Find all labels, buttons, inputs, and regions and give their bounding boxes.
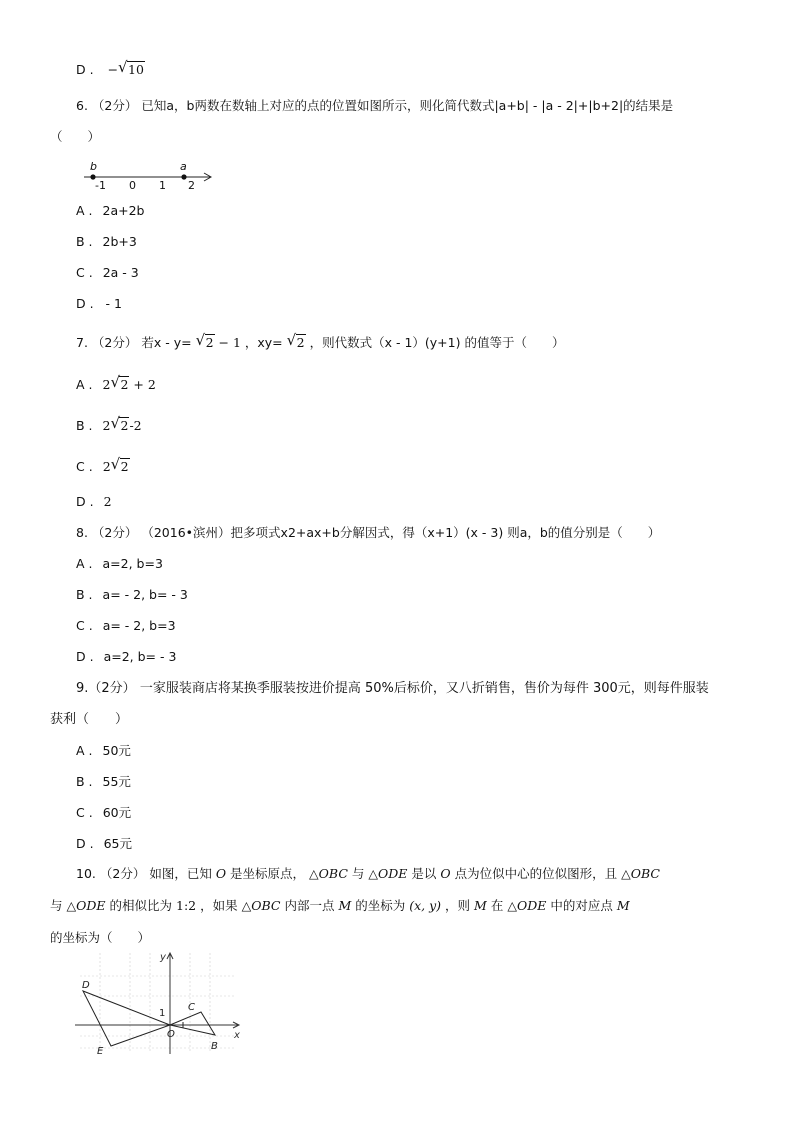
q8-option-d: D . a=2, b= - 3	[76, 649, 177, 664]
q7-option-a: A . 2 √ 2 + 2	[76, 373, 156, 392]
origin-label: O	[167, 1029, 175, 1040]
question-text: （2016•滨州）把多项式x2+ax+b分解因式，得（x+1）(x - 3) 则a，b的值分别是（ ）	[141, 525, 661, 540]
q6-option-c: C . 2a - 3	[76, 265, 139, 280]
q8-option-c: C . a= - 2, b=3	[76, 618, 176, 633]
y-label: y	[160, 952, 166, 963]
label-b: b	[90, 160, 97, 173]
q6-answer-paren: （ ）	[50, 129, 101, 144]
q8-option-a: A . a=2, b=3	[76, 556, 163, 571]
option-label: D .	[76, 62, 94, 77]
tick-label: 1	[159, 179, 166, 192]
q9-option-a: A . 50元	[76, 743, 131, 758]
question-text: 已知a，b两数在数轴上对应的点的位置如图所示，则化简代数式|a+b| - |a - 2|+|b+2|的结果是	[141, 98, 674, 113]
q9-stem-line2: 获利（ ）	[50, 712, 129, 727]
q6-option-a: A . 2a+2b	[76, 203, 145, 218]
sqrt-expression: √ 2	[195, 331, 214, 350]
point-a	[181, 174, 186, 179]
question-score: （2分）	[88, 681, 136, 696]
sqrt-expression: √ 10	[118, 58, 144, 77]
q6-option-b: B . 2b+3	[76, 234, 137, 249]
sqrt-expression: √ 2	[286, 331, 305, 350]
q9-option-c: C . 60元	[76, 805, 132, 820]
q10-stem-line3: 的坐标为（ ）	[50, 930, 151, 945]
q9-stem-line1	[76, 681, 709, 697]
q7-option-c: C . 2 √ 2	[76, 455, 129, 474]
question-number: 6.	[76, 98, 88, 113]
q9-option-b: B . 55元	[76, 774, 131, 789]
label-a: a	[180, 160, 187, 173]
question-text: 一家服装商店将某换季服装按进价提高 50%后标价，又八折销售，售价为每件 300元，则每件服装	[139, 681, 709, 696]
sqrt-expression: √ 2	[110, 414, 129, 433]
q8-option-b: B . a= - 2, b= - 3	[76, 587, 188, 602]
point-d-label: D	[82, 980, 90, 991]
question-number: 10.	[76, 866, 96, 881]
point-c-label: C	[188, 1002, 195, 1013]
q6-option-d: D . - 1	[76, 296, 122, 311]
q10-stem-line1: 10. （2分） 如图，已知 O 是坐标原点， △OBC 与 △ODE 是以 O 点为位似中心的位似图形，且 △OBC	[76, 866, 660, 881]
sqrt-expression: √ 2	[110, 455, 129, 474]
triangle-ode	[83, 991, 170, 1046]
q7-option-d: D . 2	[76, 494, 112, 509]
tick-label: 2	[188, 179, 195, 192]
question-number: 7.	[76, 335, 88, 350]
point-b-label: B	[211, 1041, 218, 1052]
tick-label: -1	[95, 179, 106, 192]
grid	[80, 953, 235, 1053]
unit-label: 1	[159, 1008, 166, 1019]
question-number: 8.	[76, 525, 88, 540]
q9-option-d: D . 65元	[76, 836, 132, 851]
question-score: （2分）	[99, 866, 146, 881]
triangle-obc	[170, 1012, 215, 1035]
tick-label: 0	[129, 179, 136, 192]
minus-sign: −	[107, 62, 119, 77]
q8-stem	[76, 525, 660, 541]
question-number: 9.	[76, 681, 89, 696]
question-score: （2分）	[91, 98, 138, 113]
point-e-label: E	[97, 1046, 104, 1057]
sqrt-expression: √ 2	[110, 373, 129, 392]
q10-stem-line2: 与 △ODE 的相似比为 1:2 ，如果 △OBC 内部一点 M 的坐标为 (x, y) ，则 M 在 △ODE 中的对应点 M	[50, 898, 630, 913]
question-score: （2分）	[91, 525, 138, 540]
q5-option-d	[76, 58, 145, 78]
q7-option-b: B . 2 √ 2-2	[76, 414, 142, 433]
q7-stem: 7. （2分） 若x - y= √ 2 − 1 ，xy= √ 2 ，则代数式（x - 1）(y+1) 的值等于（ ）	[76, 331, 565, 350]
q6-number-line-figure	[82, 160, 217, 192]
question-score: （2分）	[91, 335, 138, 350]
x-label: x	[234, 1030, 240, 1041]
q10-coordinate-figure	[70, 948, 250, 1058]
q6-stem	[76, 98, 673, 114]
